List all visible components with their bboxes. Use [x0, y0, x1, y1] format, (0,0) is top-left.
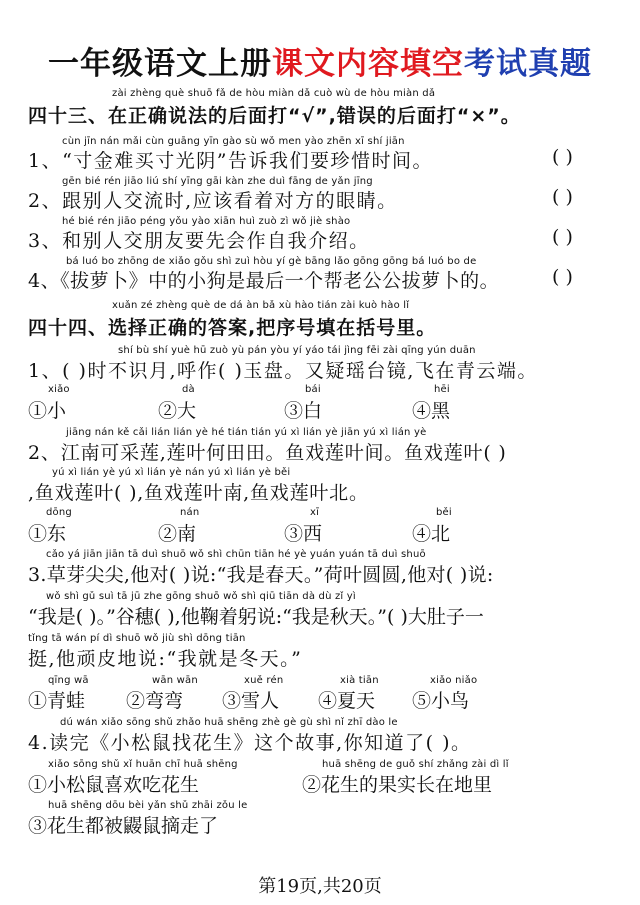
- s43-item2-pinyin: gēn bié rén jiāo liú shí yīng gāi kàn zhe duì fāng de yǎn jīng: [62, 176, 373, 187]
- q1-opt3-pinyin: bái: [305, 384, 321, 395]
- q2-pinyin-1: jiāng nán kě cǎi lián lián yè hé tián tián yú xì lián yè jiān yú xì lián yè: [66, 427, 427, 438]
- s43-item4-pinyin: bá luó bo zhōng de xiǎo gǒu shì zuì hòu yí gè bāng lǎo gōng gōng bá luó bo de: [66, 256, 477, 267]
- q2-opt3-pinyin: xī: [310, 507, 320, 518]
- q3-pinyin-3: tǐng tā wán pí dì shuō wǒ jiù shì dōng tiān: [28, 633, 246, 644]
- s43-item3-pinyin: hé bié rén jiāo péng yǒu yào xiān huì zuò zì wǒ jiè shào: [62, 216, 351, 227]
- section44-pinyin: xuǎn zé zhèng què de dá àn bǎ xù hào tián zài kuò hào lǐ: [112, 300, 410, 311]
- q4-option-2[interactable]: ②花生的果实长在地里: [302, 774, 493, 796]
- q3-opt2-pinyin: wān wān: [152, 675, 198, 686]
- q1-pinyin: shí bù shí yuè hū zuò yù pán yòu yí yáo tái jìng fēi zài qīng yún duān: [118, 345, 476, 356]
- q1-opt2-pinyin: dà: [182, 384, 195, 395]
- title-part-2: 课文内容填空: [272, 46, 464, 82]
- q3-text-2: “我是( )。”谷穗( ),他鞠着躬说:“我是秋天。”( )大肚子一: [28, 606, 484, 628]
- q1-text: 1、( )时不识月,呼作( )玉盘。又疑瑶台镜,飞在青云端。: [28, 360, 538, 382]
- q2-text-1: 2、江南可采莲,莲叶何田田。鱼戏莲叶间。鱼戏莲叶( ): [28, 442, 507, 464]
- q3-option-4[interactable]: ④夏天: [318, 690, 376, 712]
- s43-item2-answer-blank[interactable]: ( ): [552, 186, 573, 208]
- page-title: [0, 38, 640, 83]
- s43-item3-text: 3、和别人交朋友要先会作自我介绍。: [28, 230, 370, 252]
- section43-pinyin: zài zhèng què shuō fǎ de hòu miàn dǎ cuò wù de hòu miàn dǎ: [112, 88, 436, 99]
- q4-opt2-pinyin: huā shēng de guǒ shí zhǎng zài dì lǐ: [322, 759, 509, 770]
- q4-option-1[interactable]: ①小松鼠喜欢吃花生: [28, 774, 200, 796]
- q4-text: 4.读完《小松鼠找花生》这个故事,你知道了( )。: [28, 732, 472, 754]
- s43-item3-answer-blank[interactable]: ( ): [552, 226, 573, 248]
- s43-item4-text: 4、《拔萝卜》中的小狗是最后一个帮老公公拔萝卜的。: [28, 270, 500, 292]
- s43-item2-text: 2、跟别人交流时,应该看着对方的眼睛。: [28, 190, 398, 212]
- page-number: 第19页,共20页: [258, 876, 382, 897]
- q2-option-2[interactable]: ②南: [158, 523, 197, 545]
- q3-opt1-pinyin: qīng wā: [48, 675, 89, 686]
- s43-item1-pinyin: cùn jīn nán mǎi cùn guāng yīn gào sù wǒ men yào zhēn xī shí jiān: [62, 136, 405, 147]
- title-part-1: 一年级语文上册: [48, 46, 272, 82]
- section43-heading: 四十三、在正确说法的后面打“√”,错误的后面打“×”。: [28, 105, 521, 127]
- q1-option-2[interactable]: ②大: [158, 400, 197, 422]
- q3-option-3[interactable]: ③雪人: [222, 690, 280, 712]
- s43-item4-answer-blank[interactable]: ( ): [552, 266, 573, 288]
- q2-opt4-pinyin: běi: [436, 507, 452, 518]
- q3-pinyin-2: wǒ shì gǔ suì tā jū zhe gōng shuō wǒ shì qiū tiān dà dù zǐ yì: [46, 591, 356, 602]
- q4-opt3-pinyin: huā shēng dōu bèi yǎn shǔ zhāi zǒu le: [48, 800, 248, 811]
- q4-pinyin: dú wán xiǎo sōng shǔ zhǎo huā shēng zhè gè gù shì nǐ zhī dào le: [60, 717, 398, 728]
- title-part-3: 考试真题: [464, 46, 592, 82]
- q2-option-3[interactable]: ③西: [284, 523, 323, 545]
- q1-option-3[interactable]: ③白: [284, 400, 323, 422]
- s43-item1-answer-blank[interactable]: ( ): [552, 146, 573, 168]
- q3-text-3: 挺,他顽皮地说:“我就是冬天。”: [28, 648, 303, 670]
- q3-pinyin-1: cǎo yá jiān jiān tā duì shuō wǒ shì chūn tiān hé yè yuán yuán tā duì shuō: [46, 549, 426, 560]
- q1-option-1[interactable]: ①小: [28, 400, 67, 422]
- q3-option-1[interactable]: ①青蛙: [28, 690, 86, 712]
- q3-opt4-pinyin: xià tiān: [340, 675, 379, 686]
- q3-option-2[interactable]: ②弯弯: [126, 690, 184, 712]
- section44-heading: 四十四、选择正确的答案,把序号填在括号里。: [28, 317, 437, 339]
- q1-opt1-pinyin: xiǎo: [48, 384, 70, 395]
- q1-opt4-pinyin: hēi: [434, 384, 450, 395]
- q4-option-3[interactable]: ③花生都被鼹鼠摘走了: [28, 815, 219, 837]
- q2-option-1[interactable]: ①东: [28, 523, 67, 545]
- q2-pinyin-2: yú xì lián yè yú xì lián yè nán yú xì lián yè běi: [52, 467, 291, 478]
- q3-opt3-pinyin: xuě rén: [244, 675, 284, 686]
- q2-opt2-pinyin: nán: [180, 507, 200, 518]
- q4-opt1-pinyin: xiǎo sōng shǔ xǐ huān chī huā shēng: [48, 759, 238, 770]
- q1-option-4[interactable]: ④黑: [412, 400, 451, 422]
- q3-opt5-pinyin: xiǎo niǎo: [430, 675, 478, 686]
- s43-item1-text: 1、“寸金难买寸光阴”告诉我们要珍惜时间。: [28, 150, 434, 172]
- q2-text-2: ,鱼戏莲叶( ),鱼戏莲叶南,鱼戏莲叶北。: [28, 482, 369, 504]
- q2-option-4[interactable]: ④北: [412, 523, 451, 545]
- q3-option-5[interactable]: ⑤小鸟: [412, 690, 470, 712]
- q2-opt1-pinyin: dōng: [46, 507, 72, 518]
- q3-text-1: 3.草芽尖尖,他对( )说:“我是春天。”荷叶圆圆,他对( )说:: [28, 564, 494, 586]
